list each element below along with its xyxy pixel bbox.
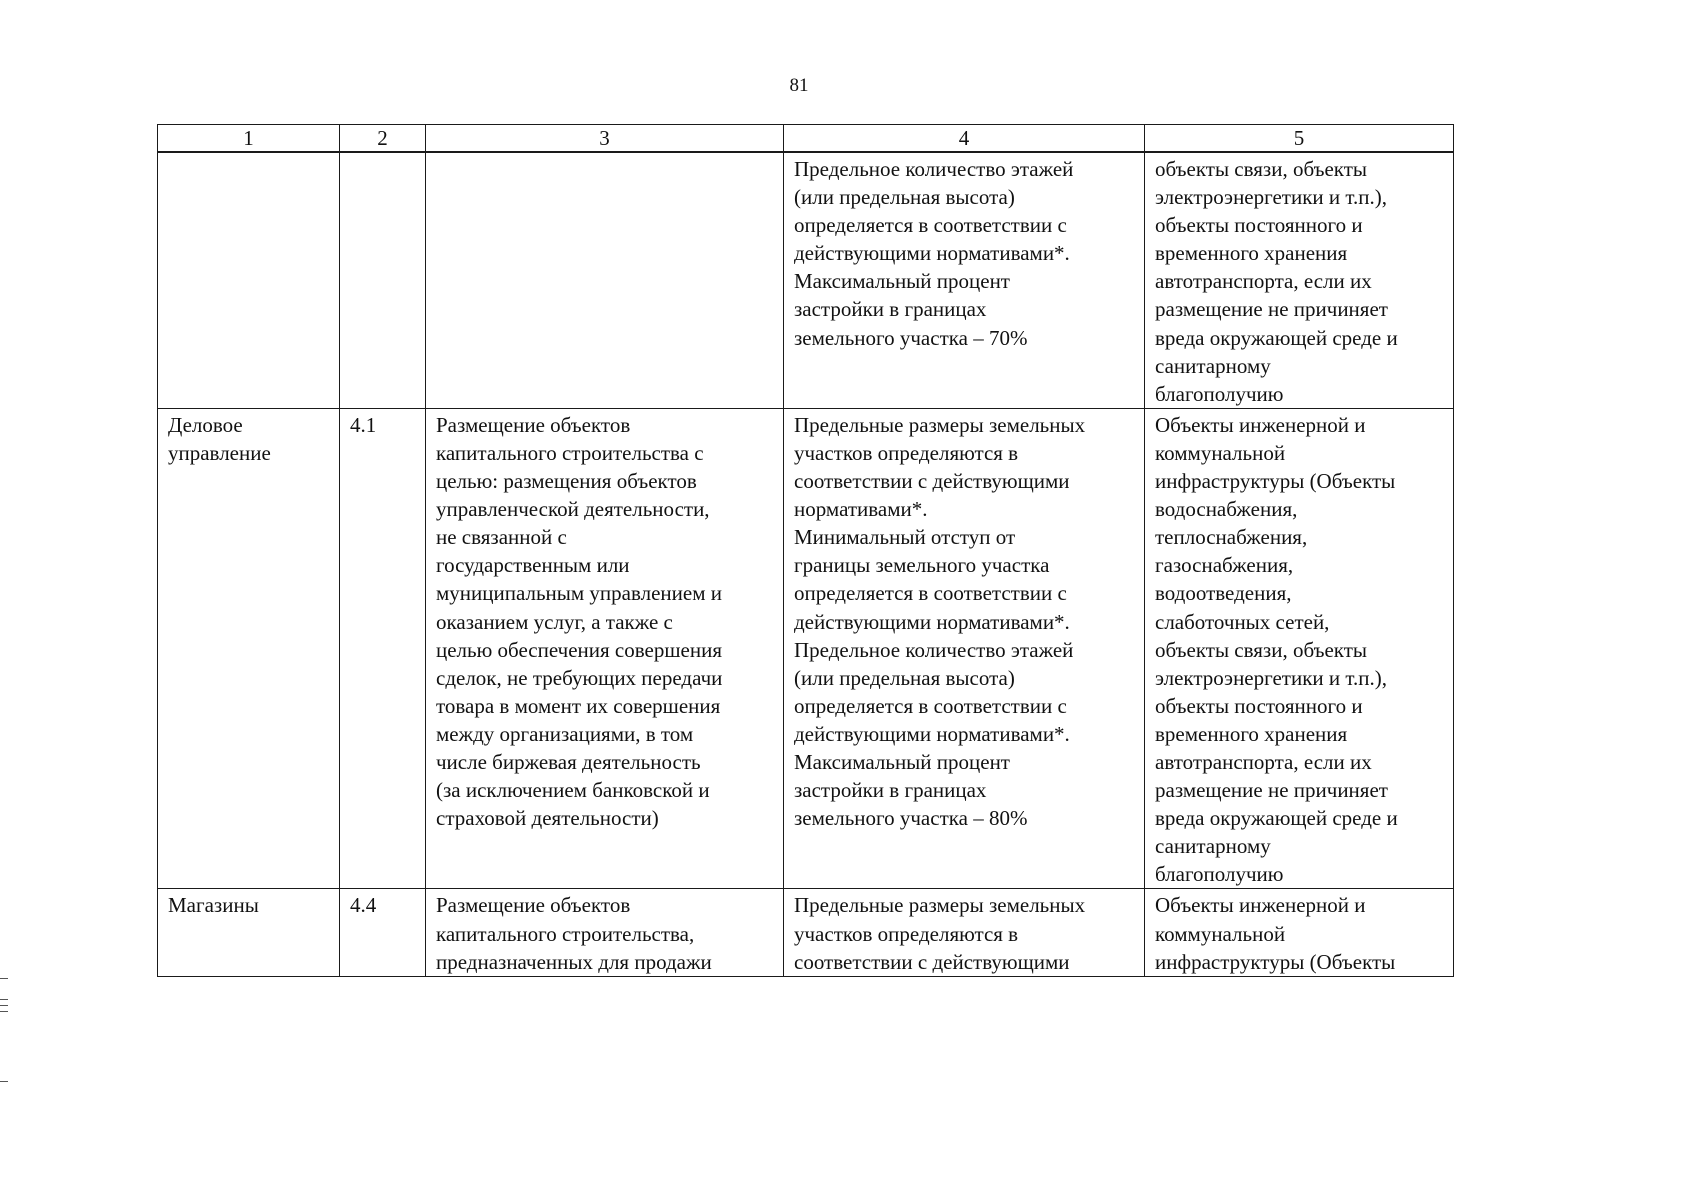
table-row: [158, 152, 1454, 408]
table-row: [158, 408, 1454, 889]
scan-mark: [0, 1011, 8, 1012]
description-cell: [426, 152, 784, 408]
use-parameters: Предельное количество этажей (или предельная высота) определяется в соответствии с действующими нормативами*. Максимальный процент застройки в границах земельного участка – 70%: [794, 157, 1074, 350]
auxiliary-cell: [1145, 889, 1454, 976]
header-cell-3: 3: [426, 125, 784, 153]
auxiliary-cell: [1145, 152, 1454, 408]
use-description: Размещение объектов капитального строительства с целью: размещения объектов управленческой деятельности, не связанной с государственным или муниципальным управлением и оказанием услуг, а также с целью обеспечения совершения сделок, не требующих передачи товара в момент их совершения между организациями, в том числе биржевая деятельность (за исключением банковской и страховой деятельности): [436, 412, 723, 831]
scan-mark: [0, 1005, 8, 1006]
use-name: Деловое управление: [168, 412, 271, 465]
scan-mark: [0, 978, 8, 979]
land-use-table: [157, 124, 1454, 977]
header-cell-5: 5: [1145, 125, 1454, 153]
parameters-cell: [784, 408, 1145, 889]
header-cell-4: 4: [784, 125, 1145, 153]
use-parameters: Предельные размеры земельных участков определяются в соответствии с действующими нормативами*. Минимальный отступ от границы земельного участка определяется в соответствии с действующими нормативами*. Предельное количество этажей (или предельная высота) определяется в соответствии с действующими нормативами*. Максимальный процент застройки в границах земельного участка – 80%: [794, 412, 1086, 831]
use-name-cell: [158, 889, 340, 976]
header-cell-1: 1: [158, 125, 340, 153]
use-description: Размещение объектов капитального строительства, предназначенных для продажи: [436, 893, 712, 974]
use-code-cell: [340, 889, 426, 976]
parameters-cell: [784, 152, 1145, 408]
page-number: 81: [789, 75, 809, 96]
scan-mark: [0, 1081, 8, 1082]
use-parameters: Предельные размеры земельных участков определяются в соответствии с действующими: [794, 893, 1086, 974]
auxiliary-cell: [1145, 408, 1454, 889]
table-header-row: [158, 125, 1454, 153]
table-row: [158, 889, 1454, 976]
use-auxiliary: объекты связи, объекты электроэнергетики и т.п.), объекты постоянного и временного хранения автотранспорта, если их размещение не причиняет вреда окружающей среде и санитарному благополучию: [1155, 157, 1398, 406]
scan-mark: [0, 999, 8, 1000]
use-name-cell: [158, 408, 340, 889]
use-code-cell: [340, 408, 426, 889]
use-code: 4.4: [350, 893, 377, 918]
use-name-cell: [158, 152, 340, 408]
use-code: 4.1: [350, 412, 377, 437]
description-cell: [426, 408, 784, 889]
use-code-cell: [340, 152, 426, 408]
parameters-cell: [784, 889, 1145, 976]
use-auxiliary: Объекты инженерной и коммунальной инфраструктуры (Объекты: [1155, 893, 1396, 974]
description-cell: [426, 889, 784, 976]
use-auxiliary: Объекты инженерной и коммунальной инфраструктуры (Объекты водоснабжения, теплоснабжения, газоснабжения, водоотведения, слаботочных сетей, объекты связи, объекты электроэнергетики и т.п.), объекты постоянного и временного хранения автотранспорта, если их размещение не причиняет вреда окружающей среде и санитарному благополучию: [1155, 412, 1398, 887]
use-name: Магазины: [168, 893, 259, 918]
header-cell-2: 2: [340, 125, 426, 153]
